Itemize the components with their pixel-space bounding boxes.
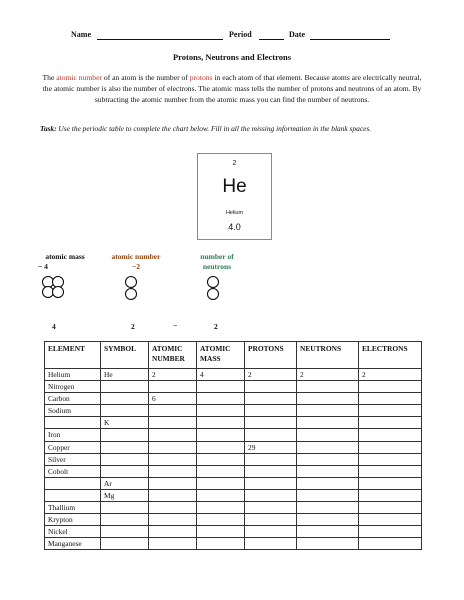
cell-atomic-number: 2 [149, 369, 197, 381]
col-header-atomic-mass: ATOMIC MASS [197, 342, 245, 369]
cell-symbol: Mg [101, 489, 149, 501]
cell-electrons[interactable] [359, 417, 422, 429]
table-row [45, 526, 422, 538]
cell-atomic-mass[interactable] [197, 381, 245, 393]
cell-neutrons[interactable] [297, 393, 359, 405]
cell-protons[interactable] [245, 538, 297, 550]
cell-atomic-number[interactable] [149, 441, 197, 453]
cell-atomic-number[interactable] [149, 538, 197, 550]
cell-protons[interactable] [245, 489, 297, 501]
cell-electrons[interactable] [359, 381, 422, 393]
cell-atomic-mass[interactable] [197, 453, 245, 465]
date-blank[interactable] [310, 39, 390, 40]
cell-element[interactable] [45, 489, 101, 501]
cell-element: Manganese [45, 538, 101, 550]
cell-element: Nitrogen [45, 381, 101, 393]
cell-neutrons[interactable] [297, 441, 359, 453]
cell-element: Copper [45, 441, 101, 453]
col-header-atomic-number: ATOMIC NUMBER [149, 342, 197, 369]
cell-neutrons[interactable] [297, 502, 359, 514]
cell-atomic-mass[interactable] [197, 477, 245, 489]
table-row [45, 429, 422, 441]
cell-element: Carbon [45, 393, 101, 405]
cell-atomic-mass[interactable] [197, 393, 245, 405]
table-row [45, 441, 422, 453]
cell-symbol: K [101, 417, 149, 429]
cell-symbol[interactable] [101, 538, 149, 550]
cell-atomic-mass[interactable] [197, 465, 245, 477]
col-header-neutrons: NEUTRONS [297, 342, 359, 369]
cell-electrons[interactable] [359, 429, 422, 441]
cell-atomic-mass: 4 [197, 369, 245, 381]
table-row [45, 514, 422, 526]
cell-atomic-mass[interactable] [197, 526, 245, 538]
period-blank[interactable] [259, 39, 284, 40]
cell-atomic-number[interactable] [149, 429, 197, 441]
cell-element: Sodium [45, 405, 101, 417]
atomic-mass-label-line2: − 4 [38, 262, 48, 271]
cell-atomic-mass[interactable] [197, 514, 245, 526]
cell-element: Silver [45, 453, 101, 465]
cell-symbol[interactable] [101, 441, 149, 453]
cell-electrons[interactable] [359, 514, 422, 526]
neutrons-label-line1: number of [200, 252, 234, 261]
cell-atomic-number[interactable] [149, 453, 197, 465]
date-label: Date [289, 30, 305, 39]
cell-atomic-number[interactable] [149, 405, 197, 417]
table-row [45, 405, 422, 417]
header-row [45, 342, 422, 369]
cell-element[interactable] [45, 417, 101, 429]
cell-atomic-mass[interactable] [197, 502, 245, 514]
cell-protons[interactable] [245, 417, 297, 429]
cell-electrons[interactable] [359, 477, 422, 489]
table-row [45, 381, 422, 393]
intro-text-1: The [42, 73, 57, 82]
atomic-number-term: atomic number [56, 73, 102, 82]
col-header-symbol: SYMBOL [101, 342, 149, 369]
table-row [45, 477, 422, 489]
table-row [45, 489, 422, 501]
atomic-number-particles [125, 276, 139, 302]
neutron-value: 2 [214, 322, 218, 331]
cell-neutrons[interactable] [297, 489, 359, 501]
cell-protons: 29 [245, 441, 297, 453]
table-row [45, 453, 422, 465]
cell-atomic-mass[interactable] [197, 405, 245, 417]
atomic-mass-label [30, 252, 100, 272]
tile-name: Helium [225, 210, 244, 216]
cell-neutrons[interactable] [297, 465, 359, 477]
cell-protons[interactable] [245, 453, 297, 465]
cell-neutrons[interactable] [297, 417, 359, 429]
cell-electrons[interactable] [359, 489, 422, 501]
cell-symbol: He [101, 369, 149, 381]
cell-atomic-mass[interactable] [197, 538, 245, 550]
mass-value: 4 [52, 322, 56, 331]
table-row [45, 417, 422, 429]
atomic-number-label-line2: −2 [131, 262, 141, 271]
name-blank[interactable] [97, 39, 223, 40]
cell-element: Nickel [45, 526, 101, 538]
cell-neutrons[interactable] [297, 405, 359, 417]
cell-protons[interactable] [245, 477, 297, 489]
atomic-mass-label-line1: atomic mass [45, 252, 85, 261]
period-label: Period [229, 30, 252, 39]
cell-electrons[interactable] [359, 453, 422, 465]
cell-symbol[interactable] [101, 405, 149, 417]
task-text: Use the periodic table to complete the chart below. Fill in all the missing information in the blank spaces. [56, 124, 372, 133]
cell-symbol[interactable] [101, 381, 149, 393]
cell-atomic-number[interactable] [149, 526, 197, 538]
cell-atomic-number[interactable] [149, 502, 197, 514]
cell-electrons[interactable] [359, 538, 422, 550]
particle-circle [52, 286, 64, 298]
cell-atomic-number[interactable] [149, 465, 197, 477]
cell-protons[interactable] [245, 514, 297, 526]
cell-atomic-number[interactable] [149, 514, 197, 526]
neutron-particles [207, 276, 221, 302]
col-header-protons: PROTONS [245, 342, 297, 369]
tile-symbol: He [222, 176, 247, 197]
atomic-number-label [100, 252, 172, 272]
particle-circle [125, 288, 137, 300]
cell-neutrons[interactable] [297, 538, 359, 550]
cell-symbol[interactable] [101, 526, 149, 538]
cell-element: Thallium [45, 502, 101, 514]
cell-atomic-mass[interactable] [197, 489, 245, 501]
col-header-element: ELEMENT [45, 342, 101, 369]
cell-protons[interactable] [245, 381, 297, 393]
cell-electrons[interactable] [359, 405, 422, 417]
cell-protons: 2 [245, 369, 297, 381]
cell-symbol[interactable] [101, 393, 149, 405]
cell-neutrons[interactable] [297, 477, 359, 489]
cell-symbol[interactable] [101, 502, 149, 514]
task-instructions [40, 124, 424, 135]
intro-paragraph [40, 72, 424, 105]
cell-electrons: 2 [359, 369, 422, 381]
intro-text-3: in each atom of that element. Because atoms are electrically neutral, the atomic number is also the number of electrons. The atomic mass tells the number of protons and neutrons of an atom. By subtracting the atomic number from the atomic mass you can find the number of neutrons. [42, 73, 422, 104]
cell-neutrons[interactable] [297, 453, 359, 465]
table-row [45, 538, 422, 550]
cell-atomic-mass[interactable] [197, 429, 245, 441]
cell-electrons[interactable] [359, 465, 422, 477]
cell-atomic-number[interactable] [149, 381, 197, 393]
cell-atomic-number[interactable] [149, 477, 197, 489]
table-row [45, 369, 422, 381]
cell-atomic-number: 6 [149, 393, 197, 405]
atomic-number-label-line1: atomic number [111, 252, 161, 261]
table-row [45, 393, 422, 405]
cell-symbol[interactable] [101, 465, 149, 477]
col-header-electrons: ELECTRONS [359, 342, 422, 369]
cell-neutrons[interactable] [297, 429, 359, 441]
cell-element: Helium [45, 369, 101, 381]
cell-atomic-mass[interactable] [197, 417, 245, 429]
cell-neutrons[interactable] [297, 526, 359, 538]
cell-protons[interactable] [245, 429, 297, 441]
number-value: 2 [131, 322, 135, 331]
particle-circle [125, 276, 137, 288]
cell-atomic-mass[interactable] [197, 441, 245, 453]
helium-element-tile [197, 153, 272, 240]
cell-neutrons[interactable] [297, 381, 359, 393]
cell-neutrons[interactable] [297, 514, 359, 526]
cell-protons[interactable] [245, 393, 297, 405]
atomic-mass-particles [42, 276, 72, 306]
cell-protons[interactable] [245, 502, 297, 514]
protons-term: protons [189, 73, 213, 82]
cell-element: Cobolt [45, 465, 101, 477]
table-row [45, 502, 422, 514]
cell-electrons[interactable] [359, 393, 422, 405]
cell-atomic-number[interactable] [149, 417, 197, 429]
cell-electrons[interactable] [359, 526, 422, 538]
cell-neutrons: 2 [297, 369, 359, 381]
cell-element: Krypton [45, 514, 101, 526]
cell-symbol[interactable] [101, 453, 149, 465]
cell-atomic-number[interactable] [149, 489, 197, 501]
cell-electrons[interactable] [359, 502, 422, 514]
neutrons-label-line2: neutrons [202, 262, 232, 271]
table-row [45, 465, 422, 477]
cell-symbol[interactable] [101, 429, 149, 441]
cell-protons[interactable] [245, 405, 297, 417]
tile-atomic-number: 2 [232, 160, 237, 167]
cell-protons[interactable] [245, 526, 297, 538]
cell-protons[interactable] [245, 465, 297, 477]
task-label: Task: [40, 124, 57, 133]
cell-symbol: Ar [101, 477, 149, 489]
cell-symbol[interactable] [101, 514, 149, 526]
cell-element[interactable] [45, 477, 101, 489]
element-chart [44, 341, 422, 550]
intro-text-2: of an atom is the number of [102, 73, 190, 82]
cell-element: Iron [45, 429, 101, 441]
particle-circle [207, 276, 219, 288]
tile-mass: 4.0 [228, 222, 241, 232]
page-title: Protons, Neutrons and Electrons [172, 52, 292, 62]
particle-circle [207, 288, 219, 300]
neutrons-label [185, 252, 249, 272]
cell-electrons[interactable] [359, 441, 422, 453]
name-label: Name [71, 30, 91, 39]
minus-sign: − [173, 321, 178, 330]
